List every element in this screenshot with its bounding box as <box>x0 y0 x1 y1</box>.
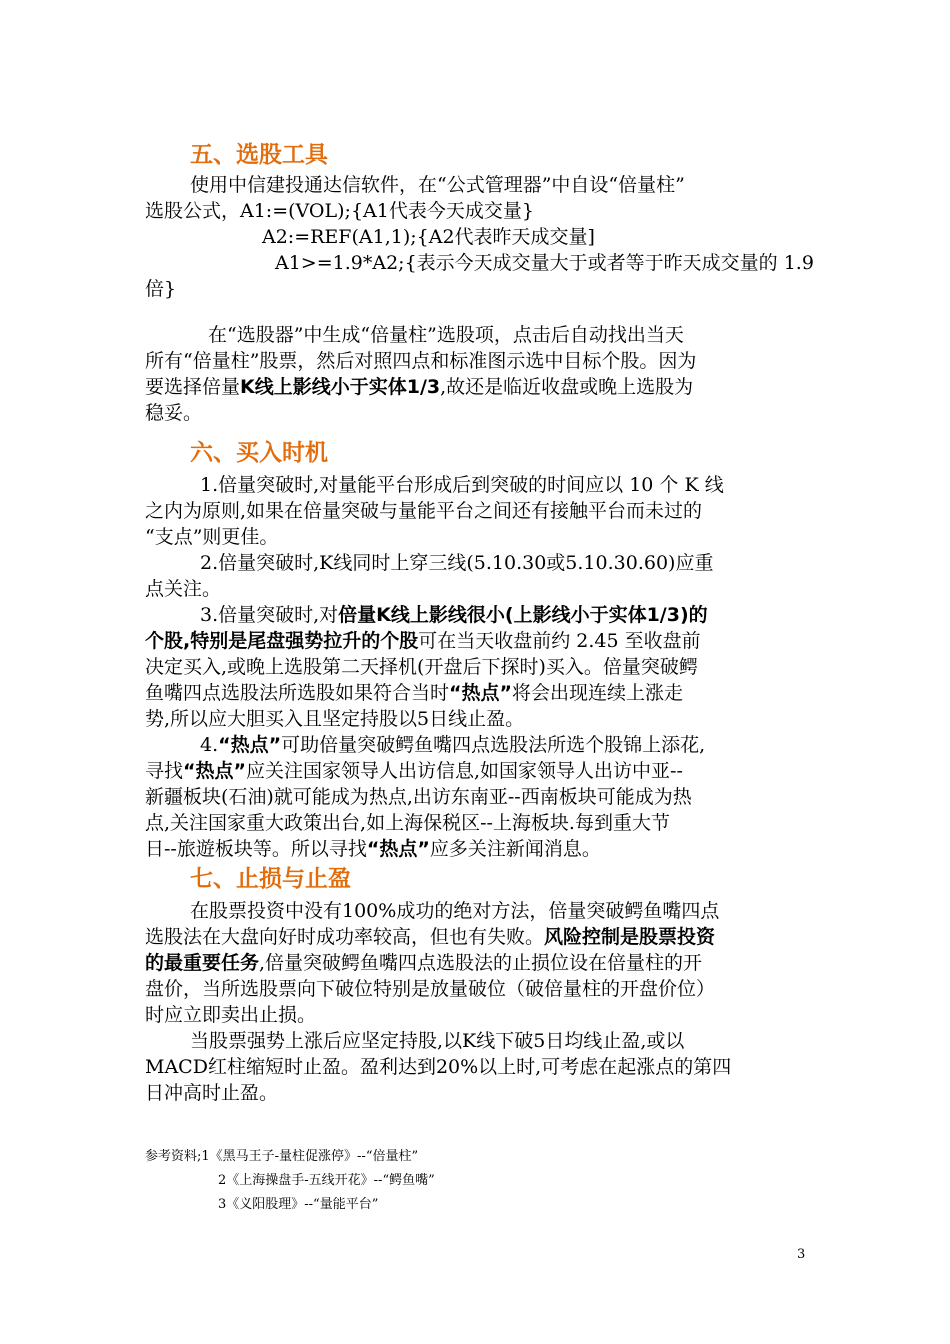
paragraph-line: 势,所以应大胆买入且坚定持股以5日线止盈。 <box>145 708 525 730</box>
paragraph-line: 时应立即卖出止损。 <box>145 1004 317 1026</box>
paragraph-line <box>145 374 693 400</box>
bold-text-run: 的最重要任务 <box>145 952 260 974</box>
paragraph-line: 点关注。 <box>145 578 222 600</box>
paragraph-line: A2:=REF(A1,1);{A2代表昨天成交量] <box>262 226 595 248</box>
paragraph-line <box>145 628 701 654</box>
bold-text-run: “热点” <box>449 682 512 704</box>
paragraph-line: 决定买入,或晚上选股第二天择机(开盘后下探时)买入。倍量突破鳄 <box>145 656 698 678</box>
text-run: 要选择倍量 <box>145 376 241 398</box>
text-run: 日--旅遊板块等。所以寻找 <box>145 838 367 860</box>
text-run: 鱼嘴四点选股法所选股如果符合当时 <box>145 682 450 704</box>
text-run: 可助倍量突破鳄鱼嘴四点选股法所选个股锦上添花, <box>281 734 706 756</box>
bold-text-run: 风险控制是股票投资 <box>544 926 716 948</box>
bold-text-run: “热点” <box>218 734 282 756</box>
section-heading-5: 五、选股工具 <box>190 142 328 168</box>
bold-text-run: 倍量K线上影线很小(上影线小于实体1/3)的 <box>338 604 708 626</box>
bold-text-run: “热点” <box>366 838 430 860</box>
paragraph-line <box>145 924 715 950</box>
paragraph-line <box>200 602 708 628</box>
text-run: ,倍量突破鳄鱼嘴四点选股法的止损位设在倍量柱的开 <box>259 952 703 974</box>
paragraph-line <box>145 758 683 784</box>
text-run: 3.倍量突破时,对 <box>200 604 339 626</box>
paragraph-line <box>145 836 601 862</box>
paragraph-line: A1>=1.9*A2;{表示今天成交量大于或者等于昨天成交量的 1.9 <box>275 252 814 274</box>
paragraph-line: 新疆板块(石油)就可能成为热点,出访东南亚--西南板块可能成为热 <box>145 786 692 808</box>
text-run: 可在当天收盘前约 2.45 至收盘前 <box>418 630 701 652</box>
reference-line: 2《上海操盘手-五线开花》--“鳄鱼嘴” <box>218 1173 435 1188</box>
section-heading-7: 七、止损与止盈 <box>190 866 351 892</box>
paragraph-line: 所有“倍量柱”股票，然后对照四点和标准图示选中目标个股。因为 <box>145 350 697 372</box>
paragraph-line: 之内为原则,如果在倍量突破与量能平台之间还有接触平台而未过的 <box>145 500 703 522</box>
paragraph-line <box>200 732 705 758</box>
reference-line: 参考资料;1《黑马王子-量柱促涨停》--“倍量柱” <box>145 1149 419 1164</box>
section-heading-6: 六、买入时机 <box>190 440 328 466</box>
text-run: 寻找 <box>145 760 184 782</box>
paragraph-line: 盘价，当所选股票向下破位特别是放量破位（破倍量柱的开盘价位） <box>145 978 716 1000</box>
paragraph-line: 1.倍量突破时,对量能平台形成后到突破的时间应以 10 个 K 线 <box>200 474 724 496</box>
paragraph-line: 2.倍量突破时,K线同时上穿三线(5.10.30或5.10.30.60)应重 <box>200 552 714 574</box>
bold-text-run: 个股,特别是尾盘强势拉升的个股 <box>145 630 419 652</box>
paragraph-line: 使用中信建投通达信软件，在“公式管理器”中自设“倍量柱” <box>190 174 685 196</box>
paragraph-line: 在股票投资中没有100%成功的绝对方法，倍量突破鳄鱼嘴四点 <box>190 900 720 922</box>
paragraph-line: 选股公式，A1:=(VOL);{A1代表今天成交量} <box>145 200 534 222</box>
reference-line: 3《义阳股理》--“量能平台” <box>218 1197 379 1212</box>
paragraph-line: 点,关注国家重大政策出台,如上海保税区--上海板块.每到重大节 <box>145 812 670 834</box>
paragraph-line <box>145 950 702 976</box>
bold-text-run: K线上影线小于实体1/3 <box>240 376 441 398</box>
text-run: 将会出现连续上涨走 <box>512 682 684 704</box>
paragraph-line: 稳妥。 <box>145 402 203 424</box>
paragraph-line: 日冲高时止盈。 <box>145 1082 279 1104</box>
paragraph-line <box>145 680 683 706</box>
paragraph-line: 当股票强势上涨后应坚定持股,以K线下破5日均线止盈,或以 <box>190 1030 685 1052</box>
paragraph-line: 在“选股器”中生成“倍量柱”选股项，点击后自动找出当天 <box>208 324 684 346</box>
page-number: 3 <box>797 1247 806 1262</box>
paragraph-line: MACD红柱缩短时止盈。盈利达到20%以上时,可考虑在起涨点的第四 <box>145 1056 732 1078</box>
text-run: 应关注国家领导人出访信息,如国家领导人出访中亚-- <box>246 760 683 782</box>
text-run: 选股法在大盘向好时成功率较高，但也有失败。 <box>145 926 545 948</box>
text-run: ,故还是临近收盘或晚上选股为 <box>440 376 694 398</box>
paragraph-line: 倍} <box>145 278 177 300</box>
text-run: 4. <box>200 734 219 756</box>
paragraph-line: “支点”则更佳。 <box>145 526 279 548</box>
text-run: 应多关注新闻消息。 <box>429 838 601 860</box>
bold-text-run: “热点” <box>183 760 246 782</box>
